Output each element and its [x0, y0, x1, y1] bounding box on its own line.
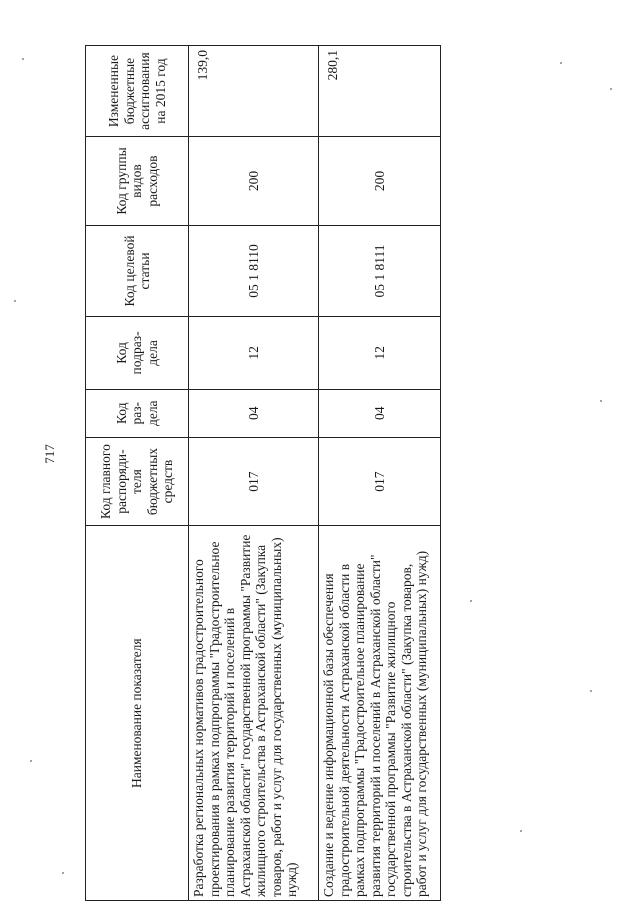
row-amount: 280,1	[319, 46, 441, 137]
header-code-main: Код главного распоряди-теля бюджетных средств	[86, 437, 189, 526]
budget-table-container	[85, 45, 440, 901]
row-name: Разработка региональных нормативов градостроительного проектирования в рамках подпрограммы "Градостроительное планирование развития территорий и поселений в Астраханской области" государственной программы "Развитие жилищного строительства в Астраханской области" (Закупка товаров, работ и услуг для государственных (муниципальных) нужд)	[189, 526, 319, 901]
row-amount: 139,0	[189, 46, 319, 137]
table-header-row	[86, 46, 189, 901]
budget-allocation-table	[85, 45, 441, 901]
row-code-main: 017	[189, 437, 319, 526]
header-code-section: Код раз-дела	[86, 389, 189, 437]
row-code-target: 05 1 8111	[319, 225, 441, 316]
row-code-section: 04	[189, 389, 319, 437]
header-code-target: Код целевой статьи	[86, 225, 189, 316]
row-code-main: 017	[319, 437, 441, 526]
row-code-section: 04	[319, 389, 441, 437]
header-code-subsection: Код подраз-дела	[86, 316, 189, 389]
header-name: Наименование показателя	[86, 526, 189, 901]
row-code-subsection: 12	[319, 316, 441, 389]
header-code-expense-group: Код группы видов расходов	[86, 137, 189, 226]
header-amount: Измененные бюджетные ассигнования на 2015 год	[86, 46, 189, 137]
row-code-target: 05 1 8110	[189, 225, 319, 316]
page-number: 717	[42, 444, 57, 464]
table-row	[319, 46, 441, 901]
row-code-subsection: 12	[189, 316, 319, 389]
row-code-expense-group: 200	[319, 137, 441, 226]
row-code-expense-group: 200	[189, 137, 319, 226]
row-name: Создание и ведение информационной базы обеспечения градостроительной деятельности Астраханской области в рамках подпрограммы "Градостроительное планирование развития территорий и поселений в Астраханской области" государственной программы "Развитие жилищного строительства в Астраханской области" (Закупка товаров, работ и услуг для государственных (муниципальных) нужд)	[319, 526, 441, 901]
rotated-table-sheet	[85, 45, 440, 901]
table-row	[189, 46, 319, 901]
